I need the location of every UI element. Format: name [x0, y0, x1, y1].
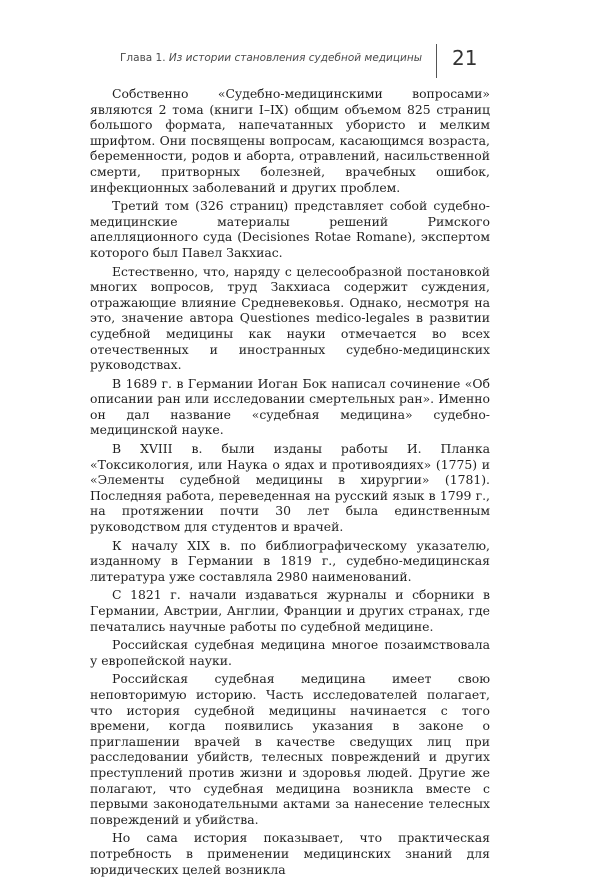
page-number: 21: [452, 46, 478, 70]
paragraph: Российская судебная медицина многое позаимствовала у европейской науки.: [90, 637, 490, 668]
paragraph: В XVIII в. были изданы работы И. Планка «Токсикология, или Наука о ядах и противоядиях» (1775) и «Элементы судебной медицины в хирургии» (1781). Последняя работа, переведенная на русский язык в 1799 г., на протяжении почти 30 лет была единственным руководством для студентов и врачей.: [90, 441, 490, 535]
paragraph: Естественно, что, наряду с целесообразной постановкой многих вопросов, труд Закхиаса содержит суждения, отражающие влияние Средневековья. Однако, несмотря на это, значение автора Questiones medico-legales в развитии судебной медицины как науки отмечается во всех отечественных и иностранных судебно-медицинских руководствах.: [90, 263, 490, 373]
paragraph: Но сама история показывает, что практическая потребность в применении медицинских знаний для юридических целей возникла: [90, 830, 490, 877]
chapter-title: Из истории становления судебной медицины: [168, 52, 422, 64]
chapter-label: Глава 1.: [120, 52, 166, 64]
paragraph: В 1689 г. в Германии Иоган Бок написал сочинение «Об описании ран или исследовании смертельных ран». Именно он дал название «судебная медицина» судебно-медицинской науке.: [90, 375, 490, 438]
paragraph: С 1821 г. начали издаваться журналы и сборники в Германии, Австрии, Англии, Франции и других странах, где печатались научные работы по судебной медицине.: [90, 587, 490, 634]
header-divider: [436, 44, 437, 78]
paragraph: Третий том (326 страниц) представляет собой судебно-медицинские материалы решений Римского апелляционного суда (Decisiones Rotae Romane), экспертом которого был Павел Закхиас.: [90, 198, 490, 260]
paragraph: К началу XIX в. по библиографическому указателю, изданному в Германии в 1819 г., судебно-медицинская литература уже составляла 2980 наименований.: [90, 537, 490, 584]
paragraph: Российская судебная медицина имеет свою неповторимую историю. Часть исследователей полагает, что история судебной медицины начинается с того времени, когда появились указания в законе о приглашении врачей в качестве сведущих лиц при расследовании убийств, телесных повреждений и других преступлений против жизни и здоровья людей. Другие же полагают, что судебная медицина возникла вместе с первыми законодательными актами за нанесение телесных повреждений и убийства.: [90, 671, 490, 827]
body-text: [90, 86, 490, 880]
paragraph: Собственно «Судебно-медицинскими вопросами» являются 2 тома (книги I–IX) общим объемом 825 страниц большого формата, напечатанных убористо и мелким шрифтом. Они посвящены вопросам, касающимся возраста, беременности, родов и аборта, отравлений, насильственной смерти, притворных болезней, врачебных ошибок, инфекционных заболеваний и других проблем.: [90, 86, 490, 195]
chapter-heading: [120, 52, 422, 64]
running-header: [0, 44, 600, 80]
